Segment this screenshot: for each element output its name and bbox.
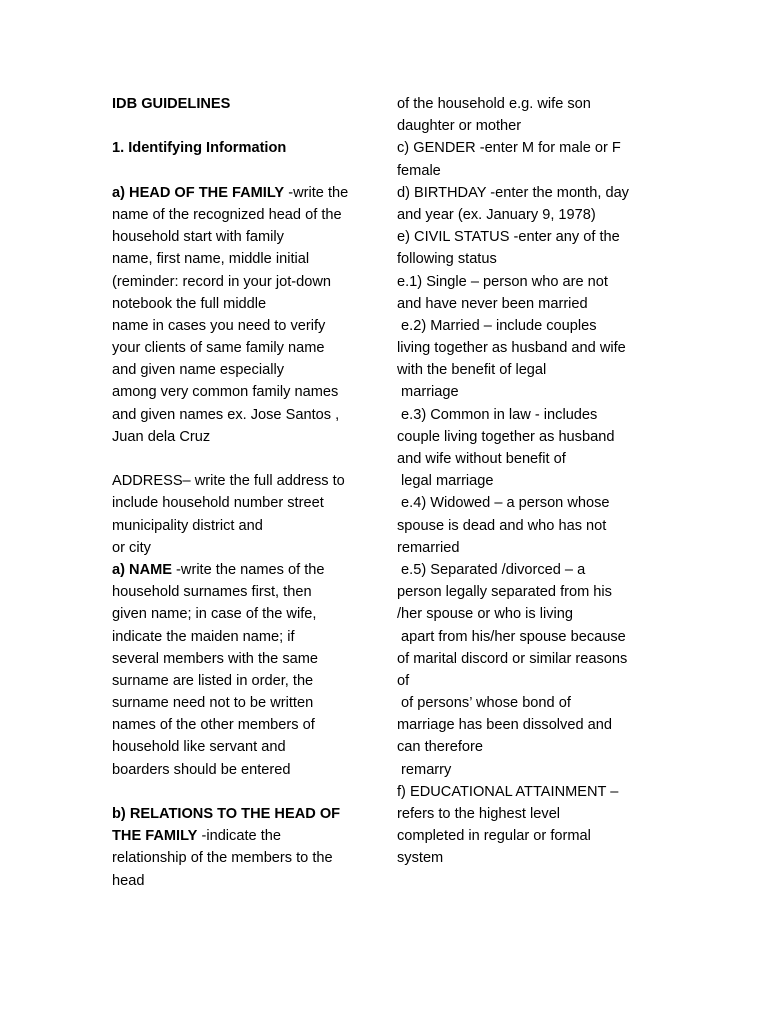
- text-line: marriage has been dissolved and: [397, 717, 612, 734]
- text-line: boarders should be entered: [112, 761, 291, 778]
- name-line: [112, 559, 374, 581]
- educational-attainment-line: f) EDUCATIONAL ATTAINMENT –: [397, 783, 619, 800]
- gender-line: c) GENDER -enter M for male or F: [397, 140, 621, 157]
- text-line: legal marriage: [397, 473, 494, 490]
- status-separated-line: e.5) Separated /divorced – a: [397, 561, 586, 578]
- relations-heading: b) RELATIONS TO THE HEAD OF: [112, 806, 341, 822]
- text-line: notebook the full middle: [112, 295, 267, 312]
- relations-text: -indicate the: [197, 828, 281, 845]
- text-line: indicate the maiden name; if: [112, 628, 295, 645]
- text-line: of persons’ whose bond of: [397, 695, 571, 712]
- text-line: /her spouse or who is living: [397, 606, 574, 623]
- status-widowed-line: e.4) Widowed – a person whose: [397, 495, 610, 512]
- text-line: household like servant and: [112, 739, 286, 756]
- text-line: daughter or mother: [397, 118, 522, 135]
- text-line: system: [397, 850, 444, 867]
- spacer: [112, 448, 374, 470]
- text-line: names of the other members of: [112, 717, 315, 734]
- document-title: IDB GUIDELINES: [112, 96, 231, 112]
- text-line: refers to the highest level: [397, 806, 561, 822]
- address-line: or city: [112, 539, 151, 556]
- status-common-law-line: e.3) Common in law - includes: [397, 406, 598, 423]
- birthday-line: d) BIRTHDAY -enter the month, day: [397, 184, 629, 201]
- text-line: marriage: [397, 384, 459, 401]
- spacer: [112, 781, 374, 803]
- text-line: name, first name, middle initial: [112, 251, 310, 268]
- text-line: and year (ex. January 9, 1978): [397, 206, 596, 223]
- text-line: with the benefit of legal: [397, 362, 547, 379]
- text-line: can therefore: [397, 739, 483, 756]
- spacer: [112, 160, 374, 182]
- text-line: of: [397, 672, 410, 689]
- text-line: (reminder: record in your jot-down: [112, 273, 331, 290]
- text-line: given name; in case of the wife,: [112, 606, 317, 623]
- text-line: several members with the same: [112, 650, 319, 667]
- text-line: relationship of the members to the: [112, 850, 333, 867]
- civil-status-line: e) CIVIL STATUS -enter any of the: [397, 229, 620, 246]
- text-line: of the household e.g. wife son: [397, 96, 591, 112]
- text-line: completed in regular or formal: [397, 828, 591, 845]
- text-line: your clients of same family name: [112, 340, 325, 357]
- status-single-line: e.1) Single – person who are not: [397, 273, 608, 290]
- text-line: person legally separated from his: [397, 584, 612, 601]
- name-label: a) NAME: [112, 561, 172, 578]
- text-line: of marital discord or similar reasons: [397, 650, 628, 667]
- right-column: [397, 93, 659, 870]
- text-line: and wife without benefit of: [397, 451, 566, 467]
- section-heading: 1. Identifying Information: [112, 140, 287, 157]
- spacer: [112, 115, 374, 137]
- text-line: among very common family names: [112, 384, 339, 401]
- left-column: [112, 93, 374, 892]
- head-of-family-label: a) HEAD OF THE FAMILY: [112, 184, 285, 201]
- head-of-family-text: -write the: [284, 184, 349, 201]
- relations-label: THE FAMILY: [112, 828, 198, 845]
- text-line: couple living together as husband: [397, 428, 615, 445]
- text-line: apart from his/her spouse because: [397, 628, 626, 645]
- text-line: surname need not to be written: [112, 695, 314, 712]
- address-line: include household number street: [112, 495, 324, 512]
- text-line: and given name especially: [112, 362, 284, 379]
- text-line: remarried: [397, 539, 460, 556]
- text-line: household start with family: [112, 229, 284, 246]
- name-text: -write the names of the: [172, 561, 325, 578]
- text-line: remarry: [397, 761, 452, 778]
- address-line: municipality district and: [112, 517, 263, 534]
- text-line: household surnames first, then: [112, 584, 312, 601]
- text-line: living together as husband and wife: [397, 340, 626, 357]
- text-line: head: [112, 872, 145, 889]
- text-line: Juan dela Cruz: [112, 428, 211, 445]
- text-line: name of the recognized head of the: [112, 206, 342, 223]
- text-line: female: [397, 162, 441, 179]
- head-of-family-line: [112, 182, 374, 204]
- text-line: following status: [397, 251, 497, 268]
- status-married-line: e.2) Married – include couples: [397, 317, 597, 334]
- address-line: ADDRESS– write the full address to: [112, 473, 345, 490]
- text-line: surname are listed in order, the: [112, 672, 314, 689]
- text-line: and have never been married: [397, 295, 588, 312]
- text-line: name in cases you need to verify: [112, 317, 326, 334]
- text-line: and given names ex. Jose Santos ,: [112, 406, 340, 423]
- text-line: spouse is dead and who has not: [397, 517, 607, 534]
- relations-line: [112, 825, 374, 847]
